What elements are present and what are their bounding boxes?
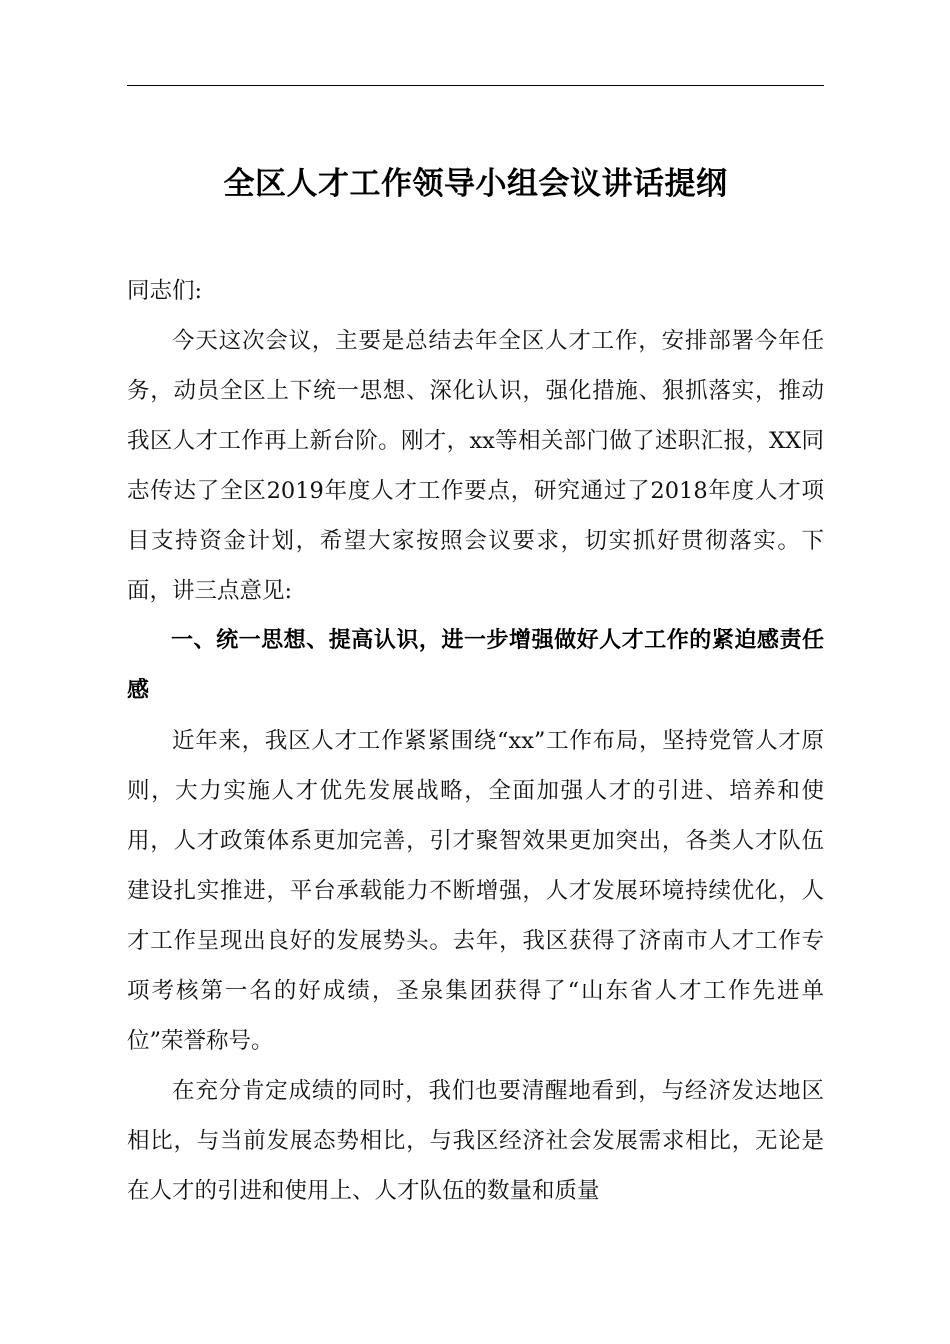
section-heading-1: 一、统一思想、提高认识，进一步增强做好人才工作的紧迫感责任感 — [127, 628, 824, 703]
salutation: 同志们: — [127, 278, 203, 304]
paragraph-achievements: 近年来，我区人才工作紧紧围绕“xx”工作布局，坚持党管人才原则，大力实施人才优先发展战略，全面加强人才的引进、培养和使用，人才政策体系更加完善，引才聚智效果更加突出，各类人才队伍建设扎实推进，平台承载能力不断增强，人才发展环境持续优化，人才工作呈现出良好的发展势头。去年，我区获得了济南市人才工作专项考核第一名的好成绩，圣泉集团获得了“山东省人才工作先进单位”荣誉称号。 — [127, 728, 824, 1054]
document-title: 全区人才工作领导小组会议讲话提纲 — [223, 166, 728, 202]
paragraph-shortcomings: 在充分肯定成绩的同时，我们也要清醒地看到，与经济发达地区相比，与当前发展态势相比，与我区经济社会发展需求相比，无论是在人才的引进和使用上、人才队伍的数量和质量 — [127, 1078, 824, 1204]
paragraph-opening: 今天这次会议，主要是总结去年全区人才工作，安排部署今年任务，动员全区上下统一思想、深化认识，强化措施、狠抓落实，推动我区人才工作再上新台阶。刚才，xx等相关部门做了述职汇报，XX同志传达了全区2019年度人才工作要点，研究通过了2018年度人才项目支持资金计划，希望大家按照会议要求，切实抓好贯彻落实。下面，讲三点意见: — [127, 328, 824, 604]
document-body — [127, 266, 824, 1216]
header-rule — [127, 85, 824, 86]
